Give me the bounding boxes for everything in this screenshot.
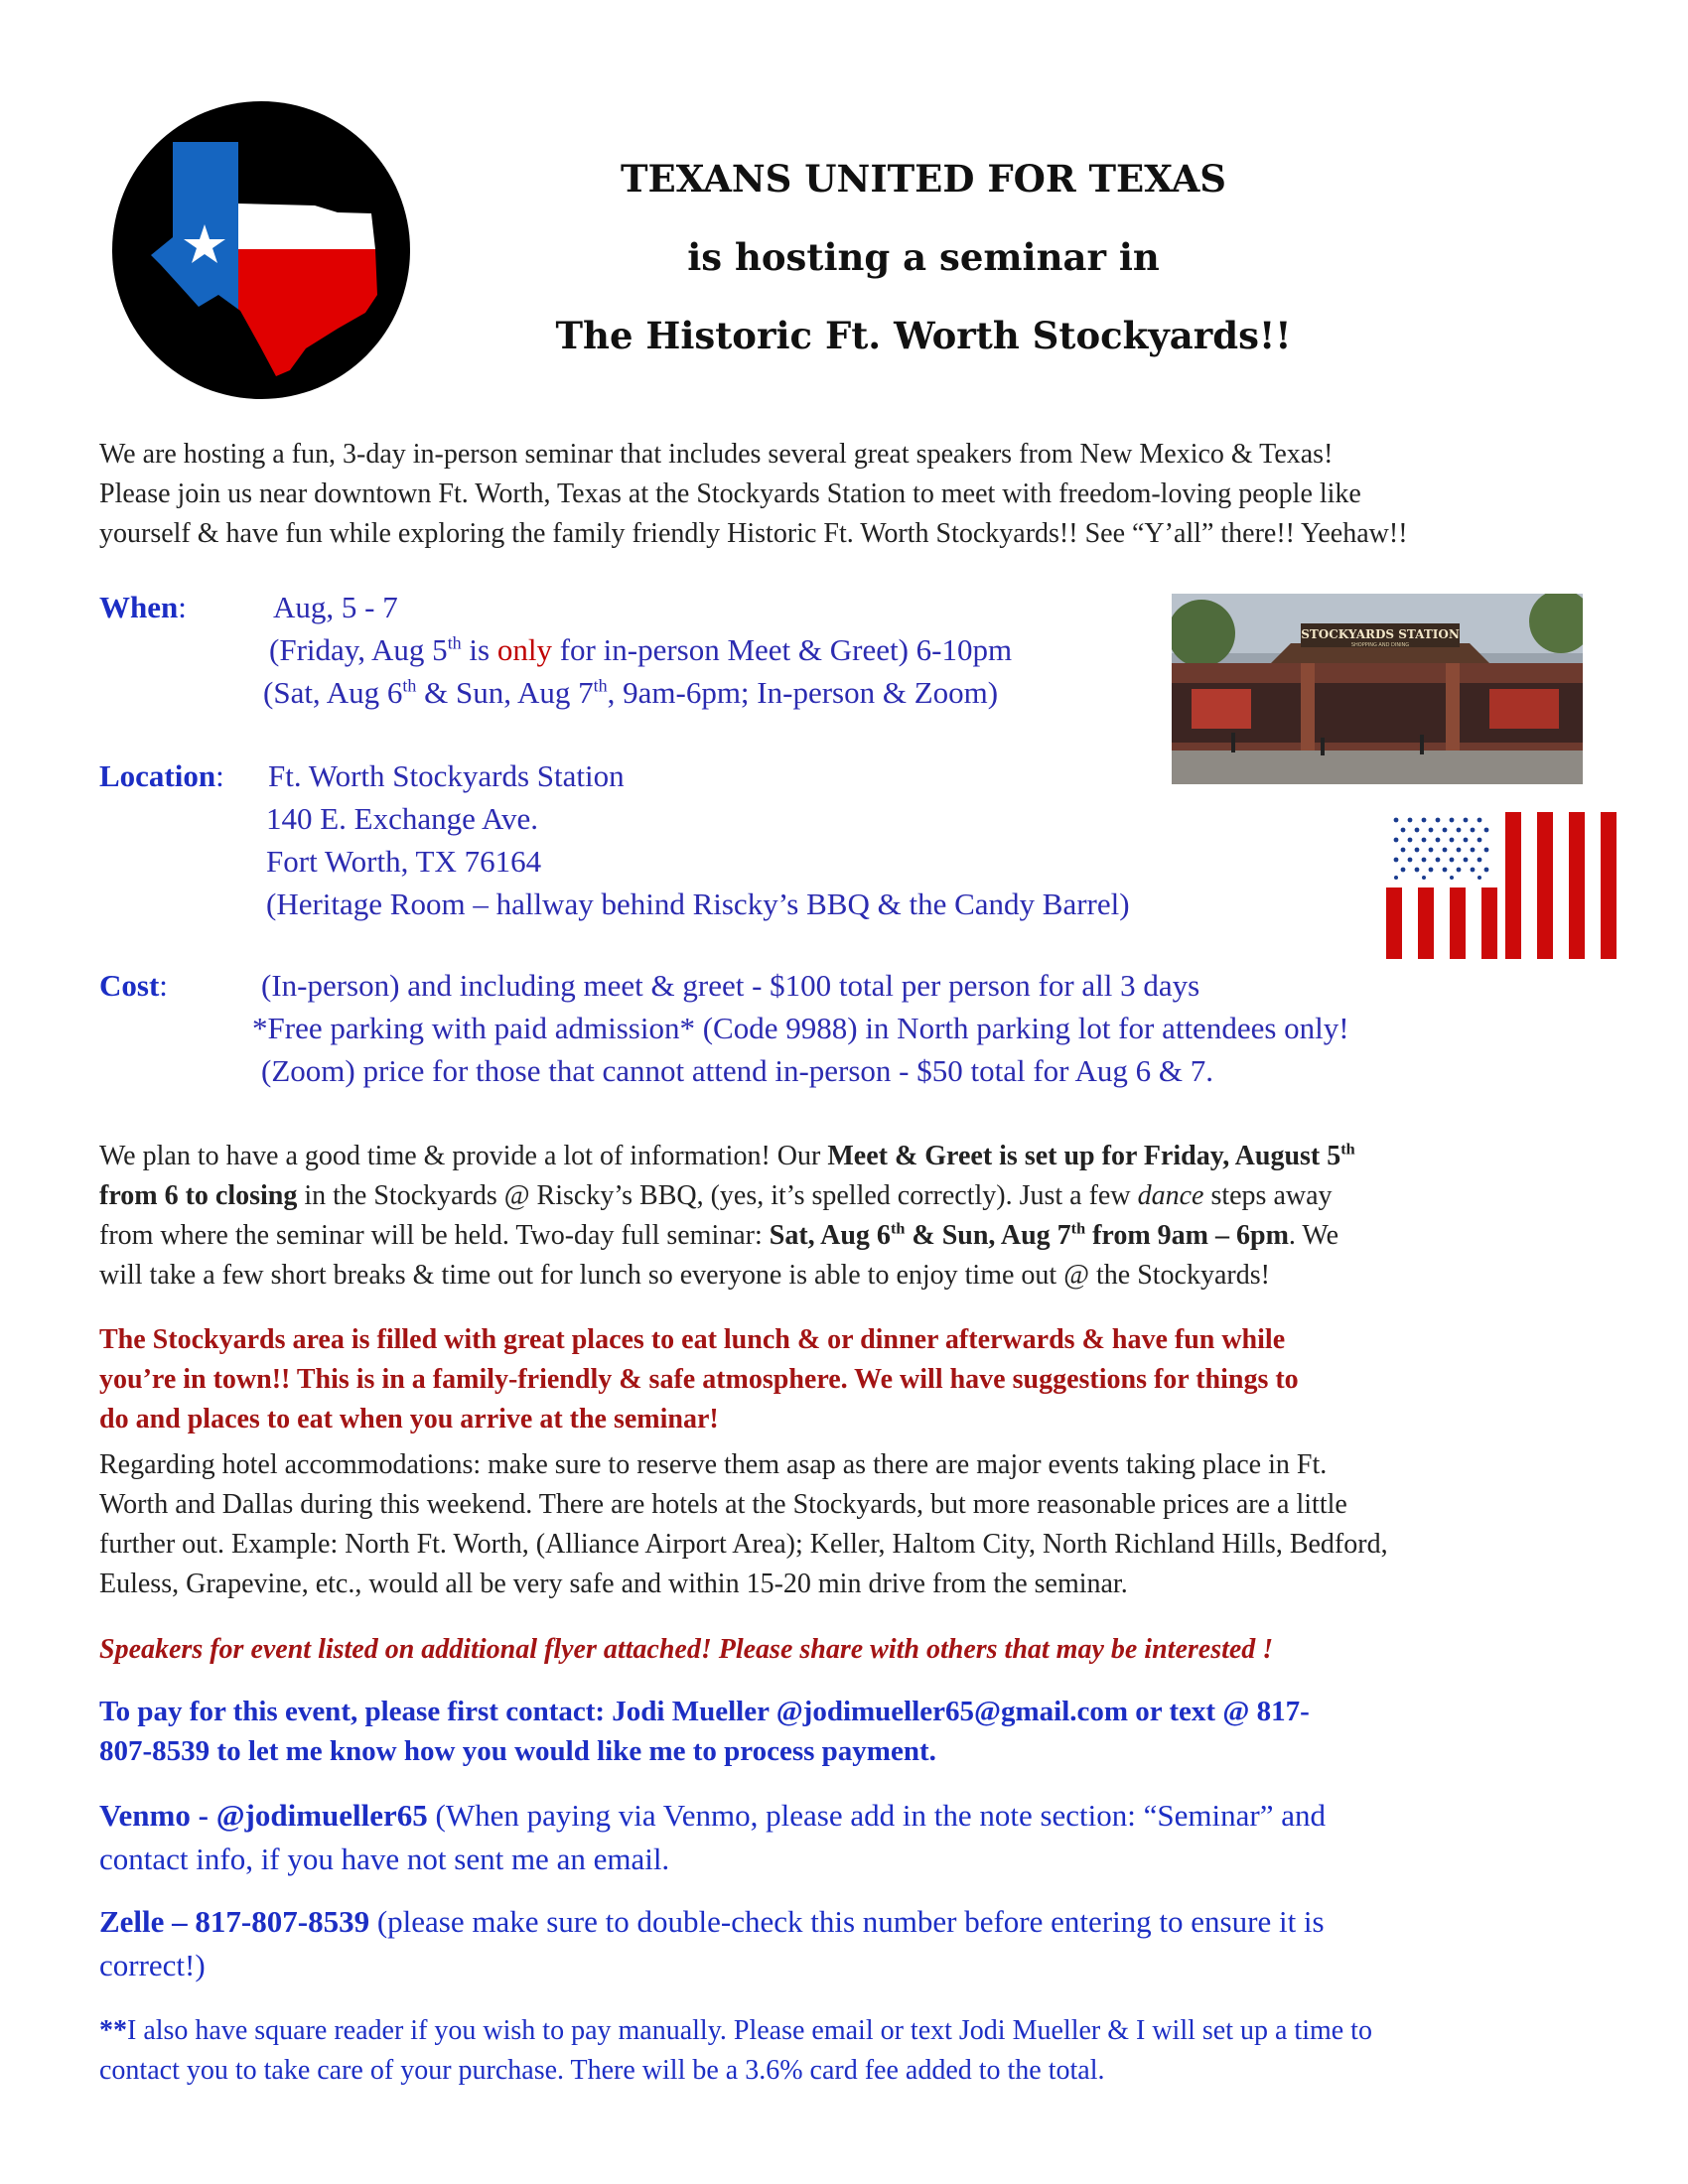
when-label: When: <box>99 590 187 624</box>
when-friday: (Friday, Aug 5th is only for in-person Meet & Greet) 6-10pm <box>269 632 1013 667</box>
texas-flag-map-logo-icon <box>111 100 411 400</box>
venue-headline: The Historic Ft. Worth Stockyards!! <box>555 314 1292 357</box>
cost-zoom: (Zoom) price for those that cannot attend in-person - $50 total for Aug 6 & 7. <box>261 1053 1214 1088</box>
org-title: TEXANS UNITED FOR TEXAS <box>620 157 1227 201</box>
intro-line: yourself & have fun while exploring the family friendly Historic Ft. Worth Stockyards!! See “Y’all” there!! Yeehaw!! <box>99 518 1408 549</box>
intro-paragraph <box>99 435 1589 554</box>
location-venue: Ft. Worth Stockyards Station <box>268 758 625 793</box>
us-flag-icon <box>1386 812 1628 959</box>
location-label: Location: <box>99 758 224 793</box>
location-room: (Heritage Room – hallway behind Riscky’s BBQ & the Candy Barrel) <box>266 887 1130 921</box>
hosting-line: is hosting a seminar in <box>687 235 1160 279</box>
intro-line: We are hosting a fun, 3-day in-person seminar that includes several great speakers from New Mexico & Texas! <box>99 439 1334 470</box>
venmo-paragraph: Venmo - @jodimueller65 (When paying via Venmo, please add in the note section: “Seminar” and contact info, if you have not sent me an email. <box>99 1798 1326 1876</box>
hotels-paragraph: Regarding hotel accommodations: make sure to reserve them asap as there are major events taking place in Ft. Worth and Dallas during this weekend. There are hotels at the Stockyards, but more reasonable prices are a little further out. Example: North Ft. Worth, (Alliance Airport Area); Keller, Haltom City, North Richland Hills, Bedford, Euless, Grapevine, etc., would all be very safe and within 15-20 min drive from the seminar. <box>99 1449 1388 1599</box>
square-reader-paragraph: **I also have square reader if you wish to pay manually. Please email or text Jodi Mueller & I will set up a time to contact you to take care of your purchase. There will be a 3.6% card fee added to the total. <box>99 2015 1372 2086</box>
location-city: Fort Worth, TX 76164 <box>266 844 542 879</box>
location-street: 140 E. Exchange Ave. <box>266 801 539 836</box>
intro-line: Please join us near downtown Ft. Worth, Texas at the Stockyards Station to meet with freedom-loving people like <box>99 478 1361 509</box>
when-dates: Aug, 5 - 7 <box>273 590 398 624</box>
zelle-paragraph: Zelle – 817-807-8539 (please make sure to double-check this number before entering to ensure it is correct!) <box>99 1904 1325 1982</box>
when-weekend: (Sat, Aug 6th & Sun, Aug 7th, 9am-6pm; In-person & Zoom) <box>263 675 999 710</box>
cost-parking: *Free parking with paid admission* (Code 9988) in North parking lot for attendees only! <box>252 1011 1349 1045</box>
cost-in-person: (In-person) and including meet & greet - $100 total per person for all 3 days <box>261 968 1200 1003</box>
payment-contact: To pay for this event, please first contact: Jodi Mueller @jodimueller65@gmail.com or text @ 817- 807-8539 to let me know how you would like me to process payment. <box>99 1696 1310 1767</box>
cost-label: Cost: <box>99 968 168 1003</box>
photo-sign-text: STOCKYARDS STATION <box>1301 627 1460 641</box>
plan-paragraph: We plan to have a good time & provide a lot of information! Our Meet & Greet is set up for Friday, August 5th from 6 to closing in the Stockyards @ Riscky’s BBQ, (yes, it’s spelled correctly). Just a few dance steps away from where the seminar will be held. Two-day full seminar: Sat, Aug 6th & Sun, Aug 7th from 9am – 6pm. We will take a few short breaks & time out for lunch so everyone is able to enjoy time out @ the Stockyards! <box>99 1140 1355 1291</box>
photo-sign-subtext: SHOPPING AND DINING <box>1350 642 1410 648</box>
stockyards-station-photo <box>1172 594 1583 784</box>
speakers-note: Speakers for event listed on additional flyer attached! Please share with others that may be interested ! <box>99 1634 1274 1665</box>
stockyards-paragraph: The Stockyards area is filled with great places to eat lunch & or dinner afterwards & have fun while you’re in town!! This is in a family-friendly & safe atmosphere. We will have suggestions for things to do and places to eat when you arrive at the seminar! <box>99 1324 1299 1434</box>
